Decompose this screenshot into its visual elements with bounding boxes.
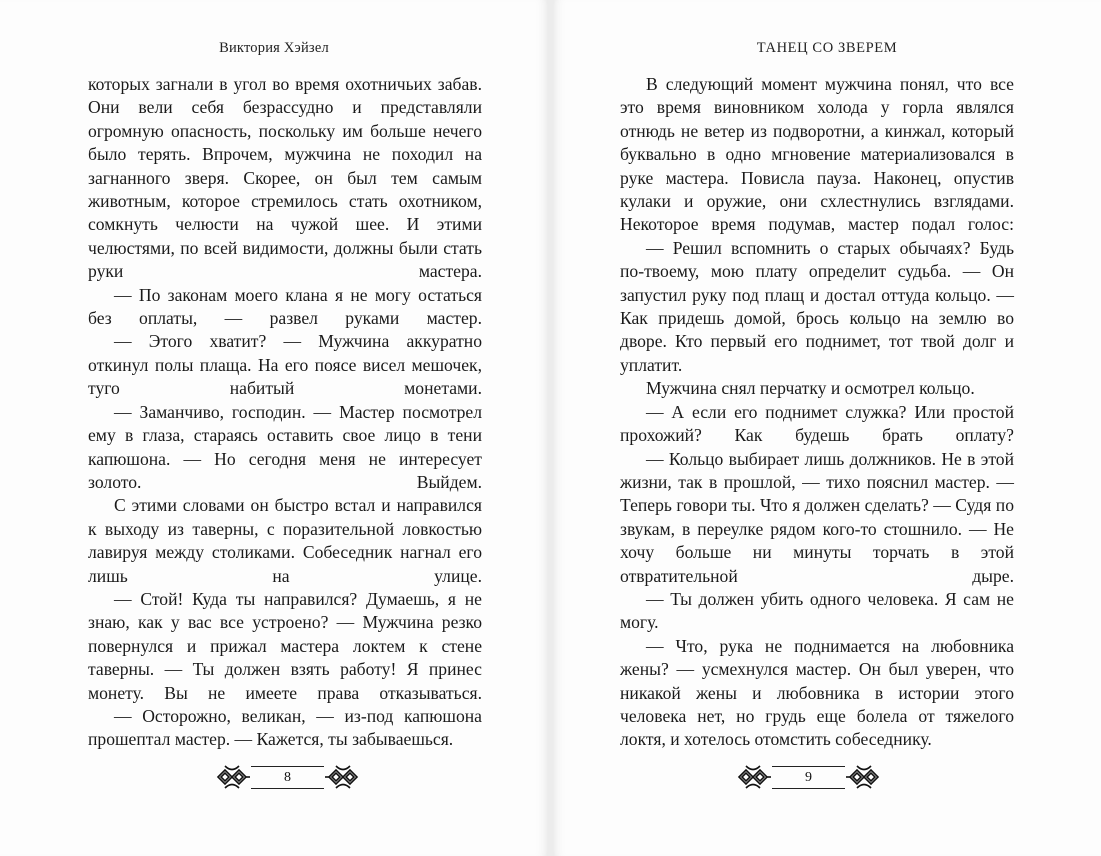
paragraph: — Ты должен убить одного человека. Я сам не могу.: [620, 588, 1014, 633]
right-page: [553, 0, 1101, 856]
celtic-knot-right-icon: [846, 763, 880, 791]
running-head-title: ТАНЕЦ СО ЗВЕРЕМ: [756, 40, 898, 56]
paragraph: — А если его поднимет служка? Или простой прохожий? Как будешь брать оплату?: [620, 401, 1014, 446]
paragraph: — Решил вспомнить о старых обычаях? Будь по-твоему, мою плату определит судьба. — Он запустил руку под плащ и достал оттуда кольцо. — Как придешь домой, брось кольцо на землю во дворе. Кто первый его поднимет, тот твой долг и уплатит.: [620, 237, 1014, 375]
page-number-ornament: [0, 761, 548, 793]
paragraph: В следующий момент мужчина понял, что все это время виновником холода у горла являлся отнюдь не ветер из подворотни, а кинжал, который буквально в одно мгновение материализовался в руке мастера. Повисла пауза. Наконец, опустив кулаки и оружие, они схлестнулись взглядами. Некоторое время подумав, мастер подал голос:: [620, 74, 1014, 235]
running-head-author: Виктория Хэйзел: [219, 40, 329, 56]
page-number: 9: [772, 766, 845, 789]
celtic-knot-left-icon: [737, 763, 771, 791]
celtic-knot-right-icon: [325, 763, 359, 791]
celtic-knot-left-icon: [216, 763, 250, 791]
left-page: [0, 0, 548, 856]
left-page-text: [88, 73, 482, 752]
page-number: 8: [251, 766, 324, 789]
paragraph: С этими словами он быстро встал и направился к выходу из таверны, с поразительной ловкостью лавируя между столиками. Собеседник нагнал его лишь на улице.: [88, 495, 482, 586]
paragraph: — Кольцо выбирает лишь должников. Не в этой жизни, так в прошлой, — тихо пояснил мастер. — Теперь говори ты. Что я должен сделать? — Судя по звукам, в переулке рядом кого-то стошнило. — Не хочу больше ни минуты торчать в этой отвратительной дыре.: [620, 448, 1014, 586]
paragraph: — По законам моего клана я не могу остаться без оплаты, — развел руками мастер.: [88, 284, 482, 329]
paragraph: — Этого хватит? — Мужчина аккуратно откинул полы плаща. На его поясе висел мешочек, туго набитый монетами.: [88, 331, 482, 399]
page-number-ornament: [553, 761, 1101, 793]
right-page-text: [620, 73, 1014, 752]
paragraph: — Осторожно, великан, — из-под капюшона прошептал мастер. — Кажется, ты забываешься.: [88, 705, 482, 750]
paragraph: которых загнали в угол во время охотничьих забав. Они вели себя безрассудно и представляли огромную опасность, поскольку им больше нечего было терять. Впрочем, мужчина не походил на загнанного зверя. Скорее, он был тем самым животным, которое стремилось стать охотником, сомкнуть челюсти на чужой шее. И этими челюстями, по всей видимости, должны были стать руки мастера.: [88, 74, 482, 282]
paragraph: — Стой! Куда ты направился? Думаешь, я не знаю, как у вас все устроено? — Мужчина резко повернулся и прижал мастера локтем к стене таверны. — Ты должен взять работу! Я принес монету. Вы не имеете права отказываться.: [88, 588, 482, 703]
paragraph: Мужчина снял перчатку и осмотрел кольцо.: [646, 378, 975, 399]
paragraph: — Заманчиво, господин. — Мастер посмотрел ему в глаза, стараясь оставить свое лицо в тени капюшона. — Но сегодня меня не интересует золото. Выйдем.: [88, 401, 482, 492]
paragraph: — Что, рука не поднимается на любовника жены? — усмехнулся мастер. Он был уверен, что никакой жены и любовника в истории этого человека нет, но грудь еще болела от тяжелого локтя, и хотелось отомстить собеседнику.: [620, 635, 1014, 750]
